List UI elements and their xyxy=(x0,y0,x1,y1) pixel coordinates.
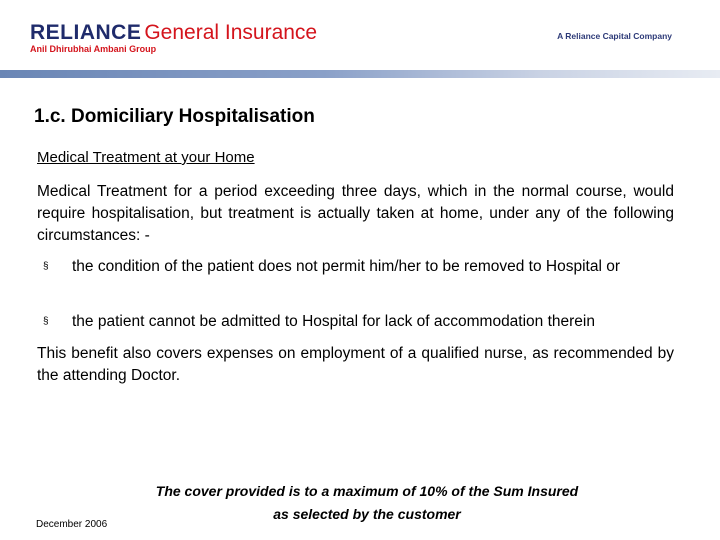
cover-note xyxy=(112,480,622,526)
bullet-icon: § xyxy=(43,316,49,327)
list-item xyxy=(43,256,674,278)
intro-paragraph: Medical Treatment for a period exceeding three days, which in the normal course, would require hospitalisation, but treatment is actually taken at home, under any of the following circumstances: - xyxy=(37,183,674,244)
slide-title: 1.c. Domiciliary Hospitalisation xyxy=(34,106,315,127)
tagline: A Reliance Capital Company xyxy=(557,31,672,41)
logo-group: Anil Dhirubhai Ambani Group xyxy=(30,44,157,54)
bullet-text: the condition of the patient does not permit him/her to be removed to Hospital or xyxy=(72,258,620,275)
subheading: Medical Treatment at your Home xyxy=(37,149,255,166)
footer-date: December 2006 xyxy=(36,519,108,530)
list-item xyxy=(43,311,674,333)
bullet-text: the patient cannot be admitted to Hospital for lack of accommodation therein xyxy=(72,313,595,330)
logo-main xyxy=(30,22,317,44)
logo-brand: RELIANCE xyxy=(30,21,142,44)
header xyxy=(0,0,720,70)
cover-note-line2: as selected by the customer xyxy=(273,506,461,522)
company-logo xyxy=(30,22,317,54)
benefit-paragraph: This benefit also covers expenses on employment of a qualified nurse, as recommended by the attending Doctor. xyxy=(37,345,674,384)
cover-note-line1: The cover provided is to a maximum of 10% of the Sum Insured xyxy=(155,483,579,499)
bullet-icon: § xyxy=(43,261,49,272)
logo-product: General Insurance xyxy=(144,21,318,44)
header-divider xyxy=(0,70,720,78)
